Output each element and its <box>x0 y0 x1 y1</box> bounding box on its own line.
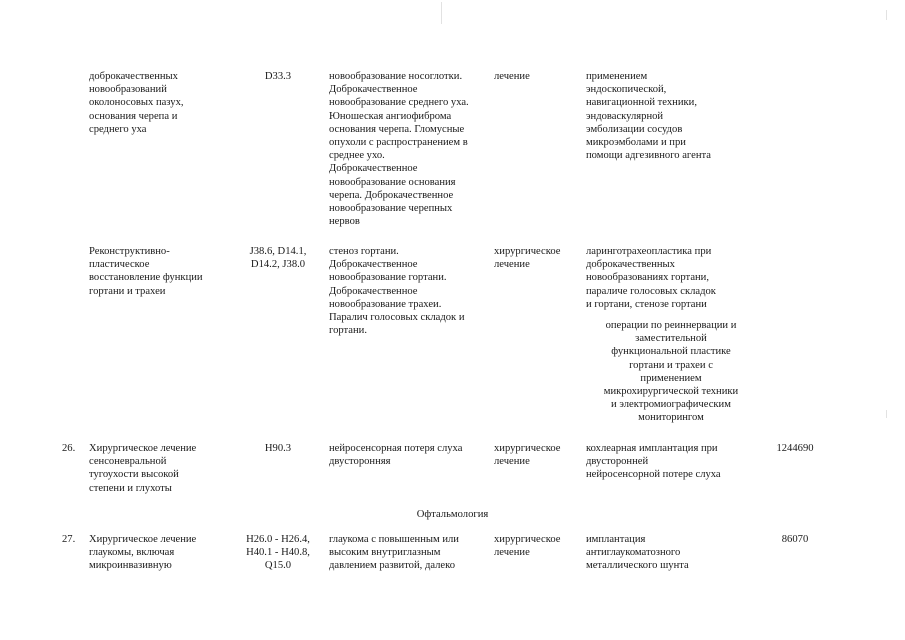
row-number: 27. <box>62 534 76 545</box>
row-number: 26. <box>62 443 76 454</box>
row-price: 1244690 <box>776 443 814 454</box>
row-method: применением эндоскопической, навигационной техники, эндоваскулярной эмболизации сосудов микроэмболами и при помощи адгезивного агента <box>586 71 711 162</box>
row-name: Хирургическое лечение глаукомы, включая микроинвазивную <box>89 534 197 572</box>
row-method <box>586 245 756 425</box>
row-treatment: хирургическое лечение <box>494 534 561 559</box>
row-name: Реконструктивно- пластическое восстановление функции гортани и трахеи <box>89 246 203 297</box>
row-code: H90.3 <box>264 443 292 454</box>
row-diagnosis: глаукома с повышенным или высоким внутриглазным давлением развитой, далеко <box>329 534 459 572</box>
scan-artifact <box>886 410 887 418</box>
section-title: Офтальмология <box>416 509 489 520</box>
scan-artifact <box>886 10 887 20</box>
row-treatment: хирургическое лечение <box>494 443 561 468</box>
row-treatment: хирургическое лечение <box>494 246 561 271</box>
row-diagnosis: стеноз гортани. Доброкачественное новообразование гортани. Доброкачественное новообразование трахеи. Паралич голосовых складок и гортани. <box>329 246 465 337</box>
row-method-part: ларинготрахеопластика при доброкачественных новообразованиях гортани, параличе голосовых складок и гортани, стенозе гортани <box>586 246 716 310</box>
row-diagnosis: новообразование носоглотки. Доброкачественное новообразование среднего уха. Юношеская ангиофиброма основания черепа. Гломусные опухоли с распространением в среднее ухо. Доброкачественное новообразование основания черепа. Доброкачественное новообразование черепных нервов <box>329 71 469 228</box>
row-method-part: операции по реиннервации и заместительной функциональной пластике гортани и трахеи с применением микрохирургической техники и электромиографическим мониторингом <box>603 320 739 424</box>
row-code: J38.6, D14.1, D14.2, J38.0 <box>249 246 307 271</box>
row-code: H26.0 - H26.4, H40.1 - H40.8, Q15.0 <box>246 534 310 572</box>
row-code: D33.3 <box>264 71 292 82</box>
row-method: кохлеарная имплантация при двусторонней нейросенсорной потере слуха <box>586 443 721 481</box>
row-diagnosis: нейросенсорная потеря слуха двусторонняя <box>329 443 463 468</box>
row-method: имплантация антиглаукоматозного металлического шунта <box>586 534 689 572</box>
row-price: 86070 <box>781 534 809 545</box>
row-treatment: лечение <box>494 71 530 82</box>
row-name: доброкачественных новообразований околоносовых пазух, основания черепа и среднего уха <box>89 71 184 135</box>
row-name: Хирургическое лечение сенсоневральной тугоухости высокой степени и глухоты <box>89 443 197 494</box>
scan-artifact <box>441 2 442 24</box>
